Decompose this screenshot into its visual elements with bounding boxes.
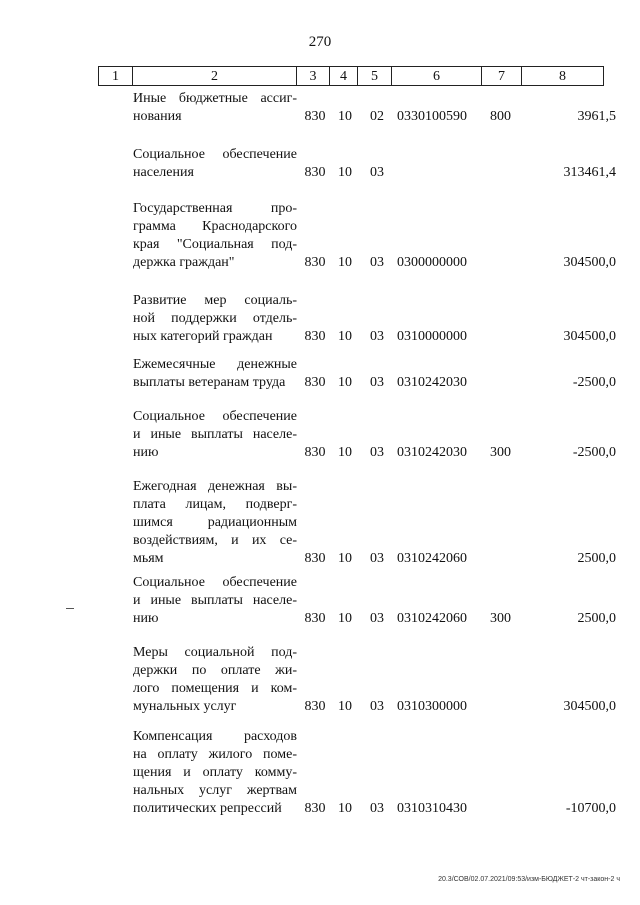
description-line: населения bbox=[133, 165, 194, 180]
header-col-5: 5 bbox=[357, 66, 391, 86]
cell-c5: 03 bbox=[370, 801, 384, 816]
header-col-3: 3 bbox=[296, 66, 329, 86]
cell-c3: 830 bbox=[304, 551, 326, 566]
description-line: Ежемесячные денежные bbox=[133, 357, 297, 372]
cell-c8: 2500,0 bbox=[577, 551, 616, 566]
header-col-2: 2 bbox=[132, 66, 296, 86]
cell-c7: 800 bbox=[490, 109, 511, 124]
cell-c5: 03 bbox=[370, 329, 384, 344]
cell-c8: 304500,0 bbox=[563, 255, 616, 270]
cell-c4: 10 bbox=[338, 551, 352, 566]
cell-c4: 10 bbox=[338, 165, 352, 180]
cell-c6: 0310242060 bbox=[397, 551, 467, 566]
header-col-8: 8 bbox=[521, 66, 604, 86]
row-description bbox=[133, 356, 297, 392]
cell-c4: 10 bbox=[338, 375, 352, 390]
description-line: выплаты ветеранам труда bbox=[133, 375, 286, 390]
cell-c5: 03 bbox=[370, 255, 384, 270]
cell-c5: 03 bbox=[370, 445, 384, 460]
row-description bbox=[133, 574, 297, 628]
row-description bbox=[133, 644, 297, 716]
cell-c6: 0300000000 bbox=[397, 255, 467, 270]
cell-c5: 03 bbox=[370, 375, 384, 390]
cell-c5: 03 bbox=[370, 611, 384, 626]
cell-c8: 3961,5 bbox=[577, 109, 616, 124]
cell-c6: 0310310430 bbox=[397, 801, 467, 816]
description-line: грамма Краснодарского bbox=[133, 219, 297, 234]
description-line: ных категорий граждан bbox=[133, 329, 273, 344]
cell-c3: 830 bbox=[304, 445, 326, 460]
description-line: держка граждан" bbox=[133, 255, 235, 270]
cell-c5: 02 bbox=[370, 109, 384, 124]
description-line: и иные выплаты населе- bbox=[133, 427, 297, 442]
cell-c6: 0310300000 bbox=[397, 699, 467, 714]
cell-c4: 10 bbox=[338, 109, 352, 124]
table-header bbox=[98, 66, 604, 86]
document-footer: 20.3/СОВ/02.07.2021/09:53/изм-БЮДЖЕТ-2 чт-закон-2 ч bbox=[438, 876, 620, 883]
description-line: нию bbox=[133, 445, 159, 460]
header-col-7: 7 bbox=[481, 66, 521, 86]
cell-c3: 830 bbox=[304, 611, 326, 626]
description-line: плата лицам, подверг- bbox=[133, 497, 297, 512]
cell-c6: 0310242060 bbox=[397, 611, 467, 626]
description-line: Социальное обеспечение bbox=[133, 575, 297, 590]
cell-c8: 2500,0 bbox=[577, 611, 616, 626]
cell-c6: 0310242030 bbox=[397, 375, 467, 390]
description-line: Социальное обеспечение bbox=[133, 409, 297, 424]
cell-c5: 03 bbox=[370, 165, 384, 180]
row-description bbox=[133, 146, 297, 182]
cell-c4: 10 bbox=[338, 255, 352, 270]
row-description bbox=[133, 292, 297, 346]
description-line: Меры социальной под- bbox=[133, 645, 297, 660]
cell-c3: 830 bbox=[304, 109, 326, 124]
cell-c3: 830 bbox=[304, 255, 326, 270]
description-line: Государственная про- bbox=[133, 201, 297, 216]
cell-c4: 10 bbox=[338, 611, 352, 626]
cell-c4: 10 bbox=[338, 329, 352, 344]
cell-c4: 10 bbox=[338, 801, 352, 816]
row-description bbox=[133, 408, 297, 462]
description-line: щения и оплату комму- bbox=[133, 765, 297, 780]
description-line: края "Социальная под- bbox=[133, 237, 297, 252]
cell-c3: 830 bbox=[304, 165, 326, 180]
description-line: Ежегодная денежная вы- bbox=[133, 479, 297, 494]
cell-c6: 0310000000 bbox=[397, 329, 467, 344]
cell-c3: 830 bbox=[304, 329, 326, 344]
cell-c3: 830 bbox=[304, 375, 326, 390]
cell-c4: 10 bbox=[338, 699, 352, 714]
description-line: на оплату жилого поме- bbox=[133, 747, 297, 762]
cell-c3: 830 bbox=[304, 801, 326, 816]
row-description bbox=[133, 90, 297, 126]
row-description bbox=[133, 200, 297, 272]
description-line: и иные выплаты населе- bbox=[133, 593, 297, 608]
description-line: Развитие мер социаль- bbox=[133, 293, 297, 308]
row-description bbox=[133, 728, 297, 818]
description-line: мьям bbox=[133, 551, 164, 566]
description-line: нию bbox=[133, 611, 159, 626]
header-col-4: 4 bbox=[329, 66, 357, 86]
cell-c4: 10 bbox=[338, 445, 352, 460]
cell-c3: 830 bbox=[304, 699, 326, 714]
description-line: воздействиям, и их се- bbox=[133, 533, 297, 548]
description-line: Социальное обеспечение bbox=[133, 147, 297, 162]
cell-c8: -2500,0 bbox=[572, 375, 616, 390]
cell-c7: 300 bbox=[490, 611, 511, 626]
header-col-6: 6 bbox=[391, 66, 481, 86]
description-line: мунальных услуг bbox=[133, 699, 237, 714]
cell-c7: 300 bbox=[490, 445, 511, 460]
description-line: Иные бюджетные ассиг- bbox=[133, 91, 297, 106]
cell-c5: 03 bbox=[370, 699, 384, 714]
cell-c8: 313461,4 bbox=[563, 165, 616, 180]
page-number: 270 bbox=[308, 34, 332, 50]
description-line: нования bbox=[133, 109, 182, 124]
cell-c8: 304500,0 bbox=[563, 699, 616, 714]
cell-c8: -10700,0 bbox=[565, 801, 616, 816]
cell-c8: -2500,0 bbox=[572, 445, 616, 460]
description-line: политических репрессий bbox=[133, 801, 282, 816]
description-line: лого помещения и ком- bbox=[133, 681, 297, 696]
description-line: нальных услуг жертвам bbox=[133, 783, 297, 798]
description-line: держки по оплате жи- bbox=[133, 663, 297, 678]
cell-c6: 0330100590 bbox=[397, 109, 467, 124]
cell-c8: 304500,0 bbox=[563, 329, 616, 344]
row-description bbox=[133, 478, 297, 568]
description-line: Компенсация расходов bbox=[133, 729, 297, 744]
cell-c6: 0310242030 bbox=[397, 445, 467, 460]
header-col-1: 1 bbox=[98, 66, 132, 86]
cell-c5: 03 bbox=[370, 551, 384, 566]
description-line: ной поддержки отдель- bbox=[133, 311, 297, 326]
description-line: шимся радиационным bbox=[133, 515, 297, 530]
margin-mark bbox=[66, 608, 74, 609]
